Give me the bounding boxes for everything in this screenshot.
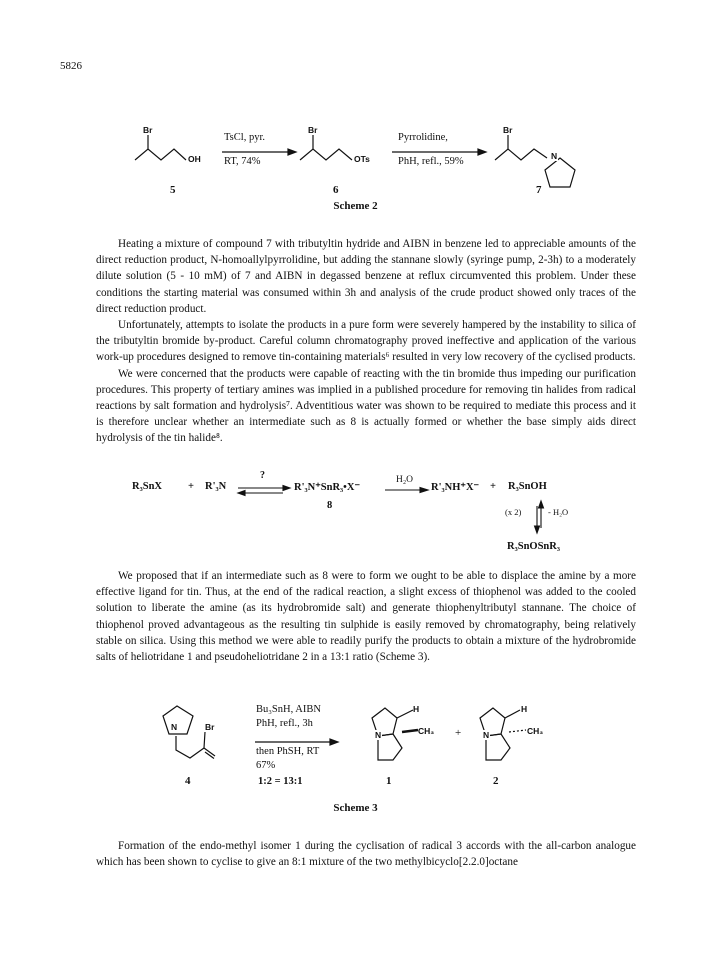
eq-product-1: R'₃NH⁺X⁻: [431, 482, 480, 493]
eq-intermediate-label: 8: [327, 500, 333, 511]
scheme3-reagent-1: Bu₃SnH, AIBN: [256, 704, 321, 715]
compound-5-label: 5: [170, 184, 176, 196]
compound-7-label: 7: [536, 184, 542, 196]
h-label-2: H: [521, 704, 528, 714]
compound-2-label: 2: [493, 775, 499, 787]
paragraph-5: Formation of the endo-methyl isomer 1 during the cyclisation of radical 3 accords with the all-carbon analogue which has been shown to cyclise to give an 8:1 mixture of the two methylbicyclo[2.2.0]octane: [96, 840, 636, 869]
pyrrolidine-ring: [545, 158, 575, 187]
scheme3-plus: +: [455, 727, 462, 739]
eq-dimer-left-label: (x 2): [505, 507, 522, 517]
compound-6-label: 6: [333, 184, 339, 196]
eq-plus-2: +: [490, 481, 496, 492]
compound-6-skeleton: [300, 149, 352, 160]
n-label-7: N: [551, 151, 558, 161]
n-label-2: N: [483, 730, 490, 740]
step2-reagent-top: Pyrrolidine,: [398, 132, 448, 143]
scheme-3-structures: [0, 690, 711, 800]
eq-plus-1: +: [188, 481, 194, 492]
paragraph-3: We were concerned that the products were capable of reacting with the tin bromide thus impeding our purification procedures. This property of tertiary amines was implied in a published procedure for removing tin halides from radical reactions by salt formation and hydrolysis⁷. Adventitious water was shown to be required to mediate this process and it is therefore unclear whether an intermediate such as 8 is actually formed or whether the base simply aids direct hydrolysis of the tin halide⁸.: [96, 367, 636, 445]
ch3-label-1: CH₃: [418, 726, 435, 736]
eq-dimer-product: R₃SnOSnR₃: [507, 541, 560, 552]
scheme3-yield: 67%: [256, 760, 276, 771]
paragraph-1: Heating a mixture of compound 7 with tributyltin hydride and AIBN in benzene led to appreciable amounts of the direct reduction product, N-homoallylpyrrolidine, but adding the stannane slowly (syringe pump, 2-3h) to a moderately dilute solution (5 - 10 mM) of 7 and AIBN in degassed benzene at reflux circumvented this problem. Under these conditions the starting material was consumed within 3h and analysis of the crude product showed only traces of the direct reduction product.: [96, 238, 636, 315]
scheme3-reagent-2: PhH, refl., 3h: [256, 718, 313, 729]
eq-question-mark: ?: [260, 470, 265, 481]
compound-7-skeleton: [495, 149, 547, 160]
h-label-1: H: [413, 704, 420, 714]
page-number: 5826: [60, 60, 82, 72]
compound-1-label: 1: [386, 775, 392, 787]
eq-product-2: R₃SnOH: [508, 481, 547, 492]
scheme-2-caption: Scheme 2: [333, 200, 378, 212]
eq-dimer-right-label: - H₂O: [548, 507, 569, 517]
eq-reactant-2: R'₃N: [205, 481, 227, 492]
body-text-block-1: [96, 236, 636, 447]
br-label-6: Br: [308, 125, 318, 135]
scheme3-ratio: 1:2 = 13:1: [258, 776, 303, 787]
scheme-3-caption: Scheme 3: [333, 802, 378, 814]
ch3-label-2: CH₃: [527, 726, 544, 736]
br-label-5: Br: [143, 125, 153, 135]
br-label-4: Br: [205, 722, 215, 732]
compound-4-label: 4: [185, 775, 191, 787]
n-label-1: N: [375, 730, 382, 740]
eq-intermediate: R'₃N⁺SnR₃•X⁻: [294, 482, 360, 493]
eq-water-label: H₂O: [396, 475, 414, 485]
n-label-4: N: [171, 722, 178, 732]
step2-reagent-bottom: PhH, refl., 59%: [398, 156, 464, 167]
ots-label: OTs: [354, 154, 370, 164]
compound-5-skeleton: [135, 149, 186, 160]
step1-reagent-top: TsCl, pyr.: [224, 132, 265, 143]
scheme3-reagent-3: then PhSH, RT: [256, 746, 320, 757]
eq-reactant-1: R₃SnX: [132, 481, 162, 492]
br-label-7: Br: [503, 125, 513, 135]
scheme-2-structures: [0, 0, 711, 230]
paragraph-2: Unfortunately, attempts to isolate the products in a pure form were severely hampered by the instability to silica of the tributyltin bromide by-product. Careful column chromatography proved ineffective and application of the various work-up procedures designed to remove tin-containing materials⁶ resulted in very low recovery of the cyclised products.: [96, 319, 636, 364]
step1-reagent-bottom: RT, 74%: [224, 156, 261, 167]
body-text-block-3: [96, 838, 636, 870]
paragraph-4: We proposed that if an intermediate such as 8 were to form we ought to be able to displace the amine by a more effective ligand for tin. Thus, at the end of the radical reaction, a slight excess of thiophenol was added to the cooled solution to liberate the amine (as its hydrobromide salt) and generate thiophenyltributyl stannane. The choice of thiophenol proved advantageous as the resulting tin sulphide is easily removed by chromatography, being relatively stable on silica. Using this method we were able to readily purify the products to obtain a mixture of the hydrobromide salts of heliotridane 1 and pseudoheliotridane 2 in a 13:1 ratio (Scheme 3).: [96, 570, 636, 664]
body-text-block-2: [96, 568, 636, 665]
oh-label: OH: [188, 154, 201, 164]
